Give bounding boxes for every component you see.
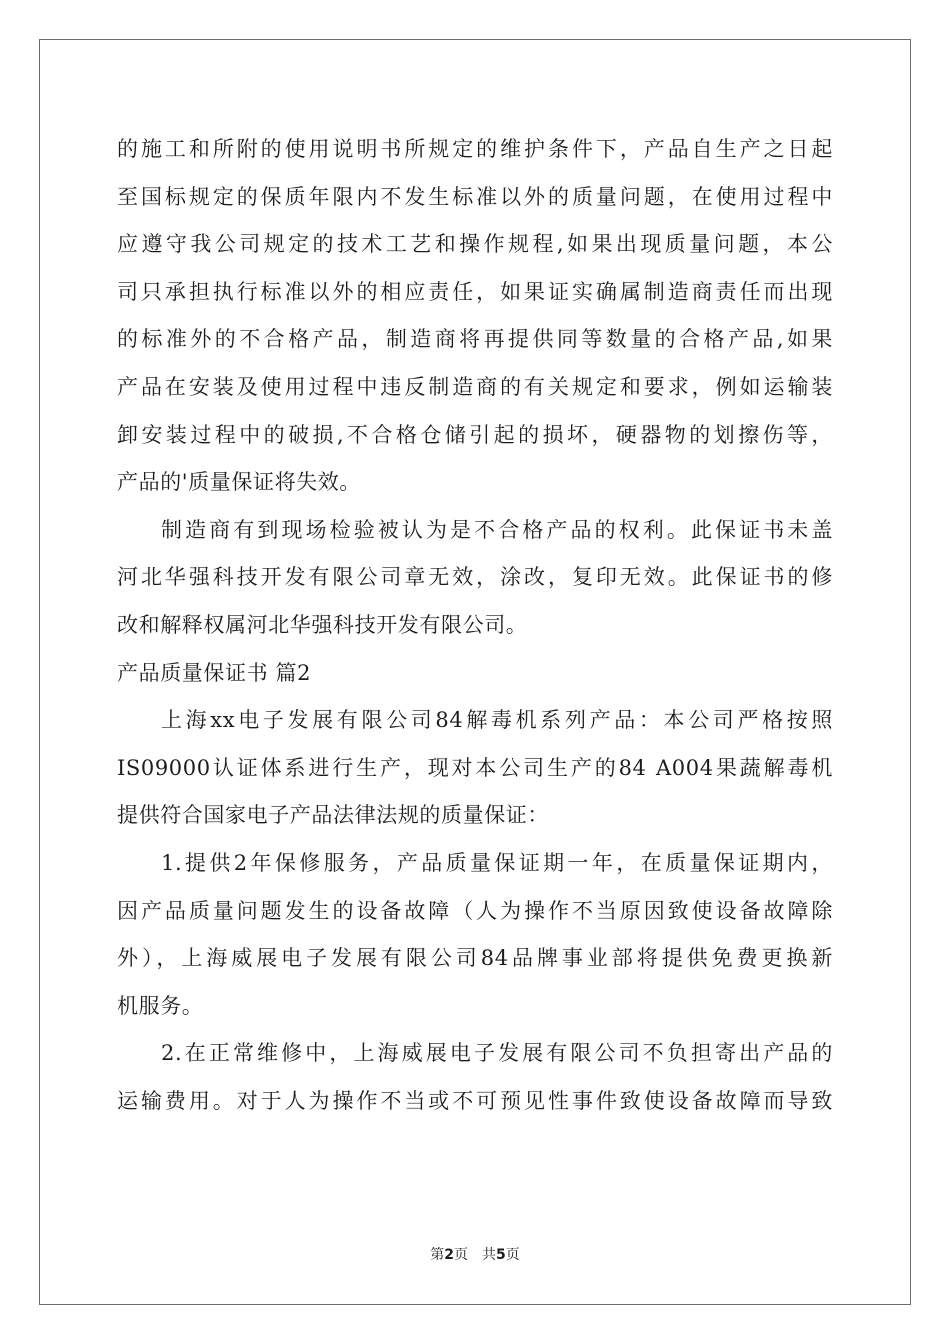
body-line: 外），上海威展电子发展有限公司84品牌事业部将提供免费更换新 (117, 946, 833, 971)
body-line: 1.提供2年保修服务，产品质量保证期一年，在质量保证期内， (161, 850, 833, 875)
body-line: 卸安装过程中的破损,不合格仓储引起的损坏，硬器物的划擦伤等， (117, 422, 833, 447)
body-line: 的施工和所附的使用说明书所规定的维护条件下，产品自生产之日起 (117, 137, 833, 161)
body-line: IS09000认证体系进行生产，现对本公司生产的84 A004果蔬解毒机 (117, 755, 833, 780)
page-number-suffix: 页 (505, 1247, 520, 1263)
document-body (117, 126, 833, 1125)
total-page-number: 5 (496, 1247, 506, 1263)
body-line: 上海xx电子发展有限公司84解毒机系列产品：本公司严格按照 (161, 708, 833, 733)
body-line: 产品在安装及使用过程中违反制造商的有关规定和要求，例如运输装 (117, 374, 833, 399)
body-line: 改和解释权属河北华强科技开发有限公司。 (117, 612, 528, 637)
body-line: 司只承担执行标准以外的相应责任，如果证实确属制造商责任而出现 (117, 279, 833, 304)
body-line: 提供符合国家电子产品法律法规的质量保证： (117, 803, 549, 828)
section-heading: 产品质量保证书 篇2 (117, 660, 312, 685)
body-line: 2.在正常维修中，上海威展电子发展有限公司不负担寄出产品的 (161, 1041, 833, 1066)
page-number-prefix: 第 (430, 1247, 445, 1263)
body-line: 运输费用。对于人为操作不当或不可预见性事件致使设备故障而导致 (117, 1088, 833, 1113)
page-number-mid: 页 共 (454, 1247, 496, 1263)
page-footer (0, 1244, 950, 1264)
body-line: 河北华强科技开发有限公司章无效，涂改，复印无效。此保证书的修 (117, 565, 833, 590)
body-line: 机服务。 (117, 993, 204, 1018)
body-line: 因产品质量问题发生的设备故障（人为操作不当原因致使设备故障除 (117, 898, 833, 923)
body-line: 产品的'质量保证将失效。 (117, 470, 361, 495)
body-line: 应遵守我公司规定的技术工艺和操作规程,如果出现质量问题，本公 (117, 232, 833, 257)
body-line: 的标准外的不合格产品，制造商将再提供同等数量的合格产品,如果 (117, 327, 833, 352)
body-line: 至国标规定的保质年限内不发生标准以外的质量问题，在使用过程中 (117, 184, 833, 209)
body-line: 制造商有到现场检验被认为是不合格产品的权利。此保证书未盖 (161, 517, 833, 542)
current-page-number: 2 (444, 1247, 454, 1263)
